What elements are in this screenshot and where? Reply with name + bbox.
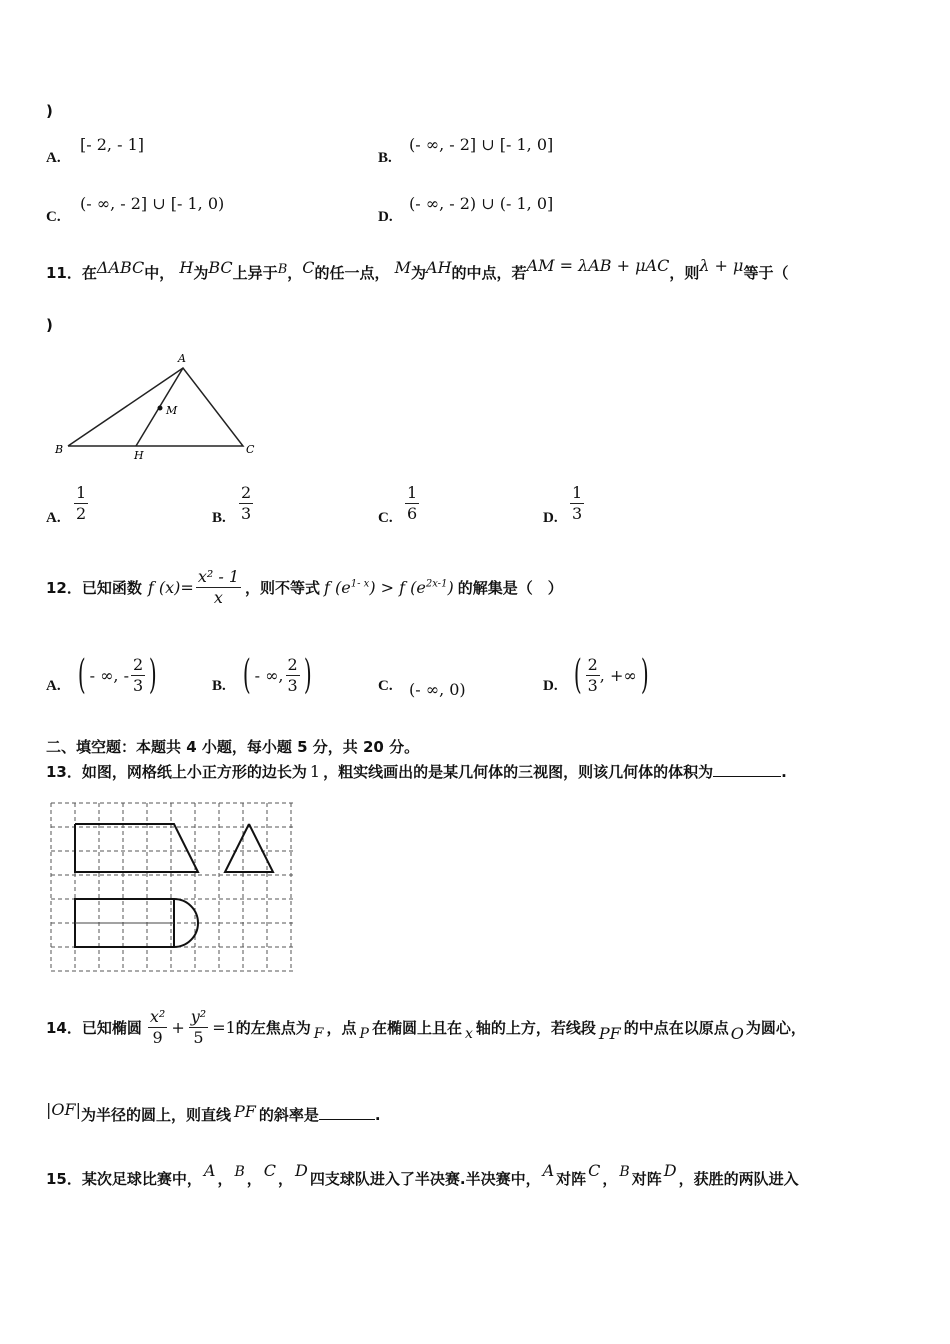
paren-open: ( xyxy=(242,652,251,698)
math-part: ) xyxy=(447,578,454,597)
q15-text: ， xyxy=(217,1170,233,1188)
fraction-denominator: x xyxy=(213,588,223,607)
fraction-numerator: 1 xyxy=(572,483,583,502)
q12-option-d-letter: D. xyxy=(543,678,558,694)
q12-number: 12． xyxy=(46,579,82,597)
paren-close: ) xyxy=(149,652,157,698)
q13-stem xyxy=(46,761,787,782)
point-m xyxy=(158,406,163,411)
plus-sign: + xyxy=(171,1018,185,1037)
q11-option-b-fraction xyxy=(239,483,253,524)
q15-math-c: C xyxy=(588,1161,601,1180)
fraction-denominator: 5 xyxy=(193,1028,204,1047)
q10-close-paren: ) xyxy=(46,102,53,120)
fraction-denominator: 6 xyxy=(407,504,418,523)
q11-option-b-letter: B. xyxy=(212,510,226,526)
paren-open: ( xyxy=(573,652,582,698)
q13-text: 如图，网格纸上小正方形的边长为 xyxy=(81,763,307,781)
q15-text: ， xyxy=(246,1170,262,1188)
q12-text: 的解集是（ ） xyxy=(457,579,563,597)
q11-option-d-letter: D. xyxy=(543,510,558,526)
fraction-numerator: 2 xyxy=(287,654,298,674)
q14-answer-blank xyxy=(319,1119,375,1120)
fraction-numerator: 1 xyxy=(407,483,418,502)
q14-math-f: F xyxy=(313,1025,324,1042)
q14-text: ，点 xyxy=(326,1019,357,1037)
fraction-numerator: 1 xyxy=(76,483,87,502)
q14-fraction-y xyxy=(189,1007,208,1048)
fraction-numerator: y² xyxy=(190,1007,207,1026)
fraction-denominator: 3 xyxy=(133,675,144,695)
q11-math-c: C xyxy=(302,258,315,277)
q15-text: 某次足球比赛中， xyxy=(81,1170,202,1188)
q11-text: 中， xyxy=(144,264,175,282)
q12-math-fx: f (x)= xyxy=(147,578,194,597)
q10-option-c-letter: C. xyxy=(46,209,61,225)
q15-math-d: D xyxy=(295,1161,308,1180)
q11-option-a-fraction xyxy=(74,483,88,524)
fraction xyxy=(131,655,145,696)
q11-math-m: M xyxy=(394,258,412,277)
q15-math-b: B xyxy=(619,1164,630,1180)
q11-text: ， xyxy=(287,264,303,282)
q11-stem xyxy=(46,256,789,283)
q13-number: 13． xyxy=(46,763,82,781)
math-part: ) > f (e xyxy=(369,578,426,597)
q15-math-a: A xyxy=(542,1161,555,1180)
q12-option-d-interval xyxy=(570,652,652,698)
fraction-numerator: 2 xyxy=(133,654,144,674)
q14-math-o: O xyxy=(730,1024,744,1043)
q15-math-b: B xyxy=(234,1164,245,1180)
q15-math-d: D xyxy=(663,1161,677,1180)
interval-part: , +∞ xyxy=(599,665,637,685)
q11-number: 11． xyxy=(46,264,82,282)
fraction-denominator: 3 xyxy=(572,504,583,523)
fraction-denominator: 3 xyxy=(241,504,252,523)
q11-text: 为 xyxy=(411,264,427,282)
fraction-numerator: x² xyxy=(149,1007,166,1026)
q12-option-a-letter: A. xyxy=(46,678,61,694)
paren-open: ( xyxy=(77,652,86,698)
q13-answer-blank xyxy=(713,776,781,777)
q14-text: 在椭圆上且在 xyxy=(371,1019,462,1037)
q12-option-c-interval: (- ∞, 0) xyxy=(409,680,466,699)
q12-fraction xyxy=(196,567,241,608)
q12-math-inequality xyxy=(324,578,454,597)
q14-math-p: P xyxy=(359,1025,369,1042)
q14-math-x: x xyxy=(464,1025,473,1042)
q13-text: . xyxy=(781,763,787,781)
fraction xyxy=(586,655,600,696)
q12-option-b-letter: B. xyxy=(212,678,226,694)
q11-triangle-figure xyxy=(50,350,270,465)
paren-close: ) xyxy=(303,652,312,698)
q15-text: ， xyxy=(278,1170,294,1188)
q10-option-d-text: (- ∞, - 2) ∪ (- 1, 0] xyxy=(409,194,554,213)
q14-text: 的斜率是 xyxy=(258,1106,319,1124)
q11-option-c-fraction xyxy=(405,483,419,524)
fraction xyxy=(286,655,300,696)
q14-stem-line1 xyxy=(46,1007,806,1048)
label-a: A xyxy=(178,352,186,365)
q11-text: 上异于 xyxy=(232,264,278,282)
q13-math-one: 1 xyxy=(309,762,321,781)
front-view xyxy=(75,824,198,872)
q11-option-d-fraction xyxy=(570,483,584,524)
q11-math-ah: AH xyxy=(426,258,452,277)
q15-text: ，获胜的两队进入 xyxy=(678,1170,799,1188)
triangle-abc xyxy=(68,368,243,446)
q11-math-sum: λ + μ xyxy=(699,256,744,275)
fraction-numerator: x² - 1 xyxy=(197,567,240,586)
q15-number: 15． xyxy=(46,1170,82,1188)
fraction-numerator: 2 xyxy=(587,654,598,674)
q12-text: 已知函数 xyxy=(81,579,142,597)
q11-text: 的中点，若 xyxy=(451,264,527,282)
q12-option-b-interval xyxy=(239,652,315,698)
q11-math-bc: BC xyxy=(208,258,233,277)
side-view xyxy=(225,824,273,872)
q10-option-c-text: (- ∞, - 2] ∪ [- 1, 0) xyxy=(80,194,225,213)
q14-math-pf: PF xyxy=(598,1024,621,1043)
interval-part: - ∞, - xyxy=(89,665,130,685)
q14-stem-line2 xyxy=(46,1100,381,1125)
q12-option-a-interval xyxy=(74,652,161,698)
q14-text: 的中点在以原点 xyxy=(623,1019,729,1037)
q10-option-d-letter: D. xyxy=(378,209,393,225)
q10-option-a-letter: A. xyxy=(46,150,61,166)
q14-text: 为半径的圆上，则直线 xyxy=(81,1106,232,1124)
paren-close: ) xyxy=(640,652,649,698)
q15-text: 对阵 xyxy=(631,1170,662,1188)
q11-text: 等于（ xyxy=(743,264,789,282)
label-m: M xyxy=(166,404,178,417)
label-b: B xyxy=(55,443,64,456)
fraction-denominator: 2 xyxy=(76,504,87,523)
q14-text: 为圆心， xyxy=(745,1019,806,1037)
q14-number: 14． xyxy=(46,1019,82,1037)
q11-math-b: B xyxy=(277,262,288,277)
q11-math-h: H xyxy=(179,258,194,277)
q13-text: ，粗实线画出的是某几何体的三视图，则该几何体的体积为 xyxy=(323,763,714,781)
fraction-denominator: 3 xyxy=(587,675,598,695)
label-h: H xyxy=(134,449,144,462)
section-2-heading: 二、填空题：本题共 4 小题，每小题 5 分，共 20 分。 xyxy=(46,738,420,756)
q15-text: 四支球队进入了半决赛.半决赛中， xyxy=(309,1170,541,1188)
q15-text: ， xyxy=(602,1170,618,1188)
q14-text: 的左焦点为 xyxy=(235,1019,311,1037)
label-c: C xyxy=(246,443,255,456)
q11-option-c-letter: C. xyxy=(378,510,393,526)
q11-text: 为 xyxy=(193,264,209,282)
q12-text: ，则不等式 xyxy=(245,579,321,597)
q14-text: 已知椭圆 xyxy=(81,1019,142,1037)
q11-text: ，则 xyxy=(669,264,700,282)
q11-text: 的任一点， xyxy=(314,264,390,282)
math-part: f (e xyxy=(324,578,351,597)
q11-option-a-letter: A. xyxy=(46,510,61,526)
q14-math-pf: PF xyxy=(234,1102,256,1121)
interval-part: - ∞, xyxy=(254,665,284,685)
q15-stem xyxy=(46,1161,799,1189)
q14-text: 轴的上方，若线段 xyxy=(475,1019,596,1037)
q10-option-a-text: [- 2, - 1] xyxy=(80,135,144,154)
q13-three-view-figure xyxy=(48,800,300,976)
q11-math-triangle: ΔABC xyxy=(96,258,145,277)
q12-stem xyxy=(46,567,563,608)
fraction-denominator: 9 xyxy=(152,1028,163,1047)
fraction-denominator: 3 xyxy=(287,675,298,695)
q12-option-c-letter: C. xyxy=(378,678,393,694)
fraction-numerator: 2 xyxy=(241,483,252,502)
q15-math-c: C xyxy=(263,1161,277,1180)
q14-fraction-x xyxy=(148,1007,167,1048)
q11-math-vector-eq: AM = λAB + μAC xyxy=(526,256,670,275)
q14-math-of: |OF| xyxy=(46,1100,81,1119)
math-exponent: 2x-1 xyxy=(425,578,448,590)
q10-option-b-text: (- ∞, - 2] ∪ [- 1, 0] xyxy=(409,135,554,154)
q10-option-b-letter: B. xyxy=(378,150,392,166)
q11-text: 在 xyxy=(81,264,97,282)
q11-close-paren: ) xyxy=(46,316,53,334)
q15-math-a: A xyxy=(203,1161,216,1180)
equals-one: =1 xyxy=(212,1018,236,1037)
math-exponent: 1- x xyxy=(350,578,370,590)
q15-text: 对阵 xyxy=(556,1170,587,1188)
q14-text: . xyxy=(374,1106,381,1124)
